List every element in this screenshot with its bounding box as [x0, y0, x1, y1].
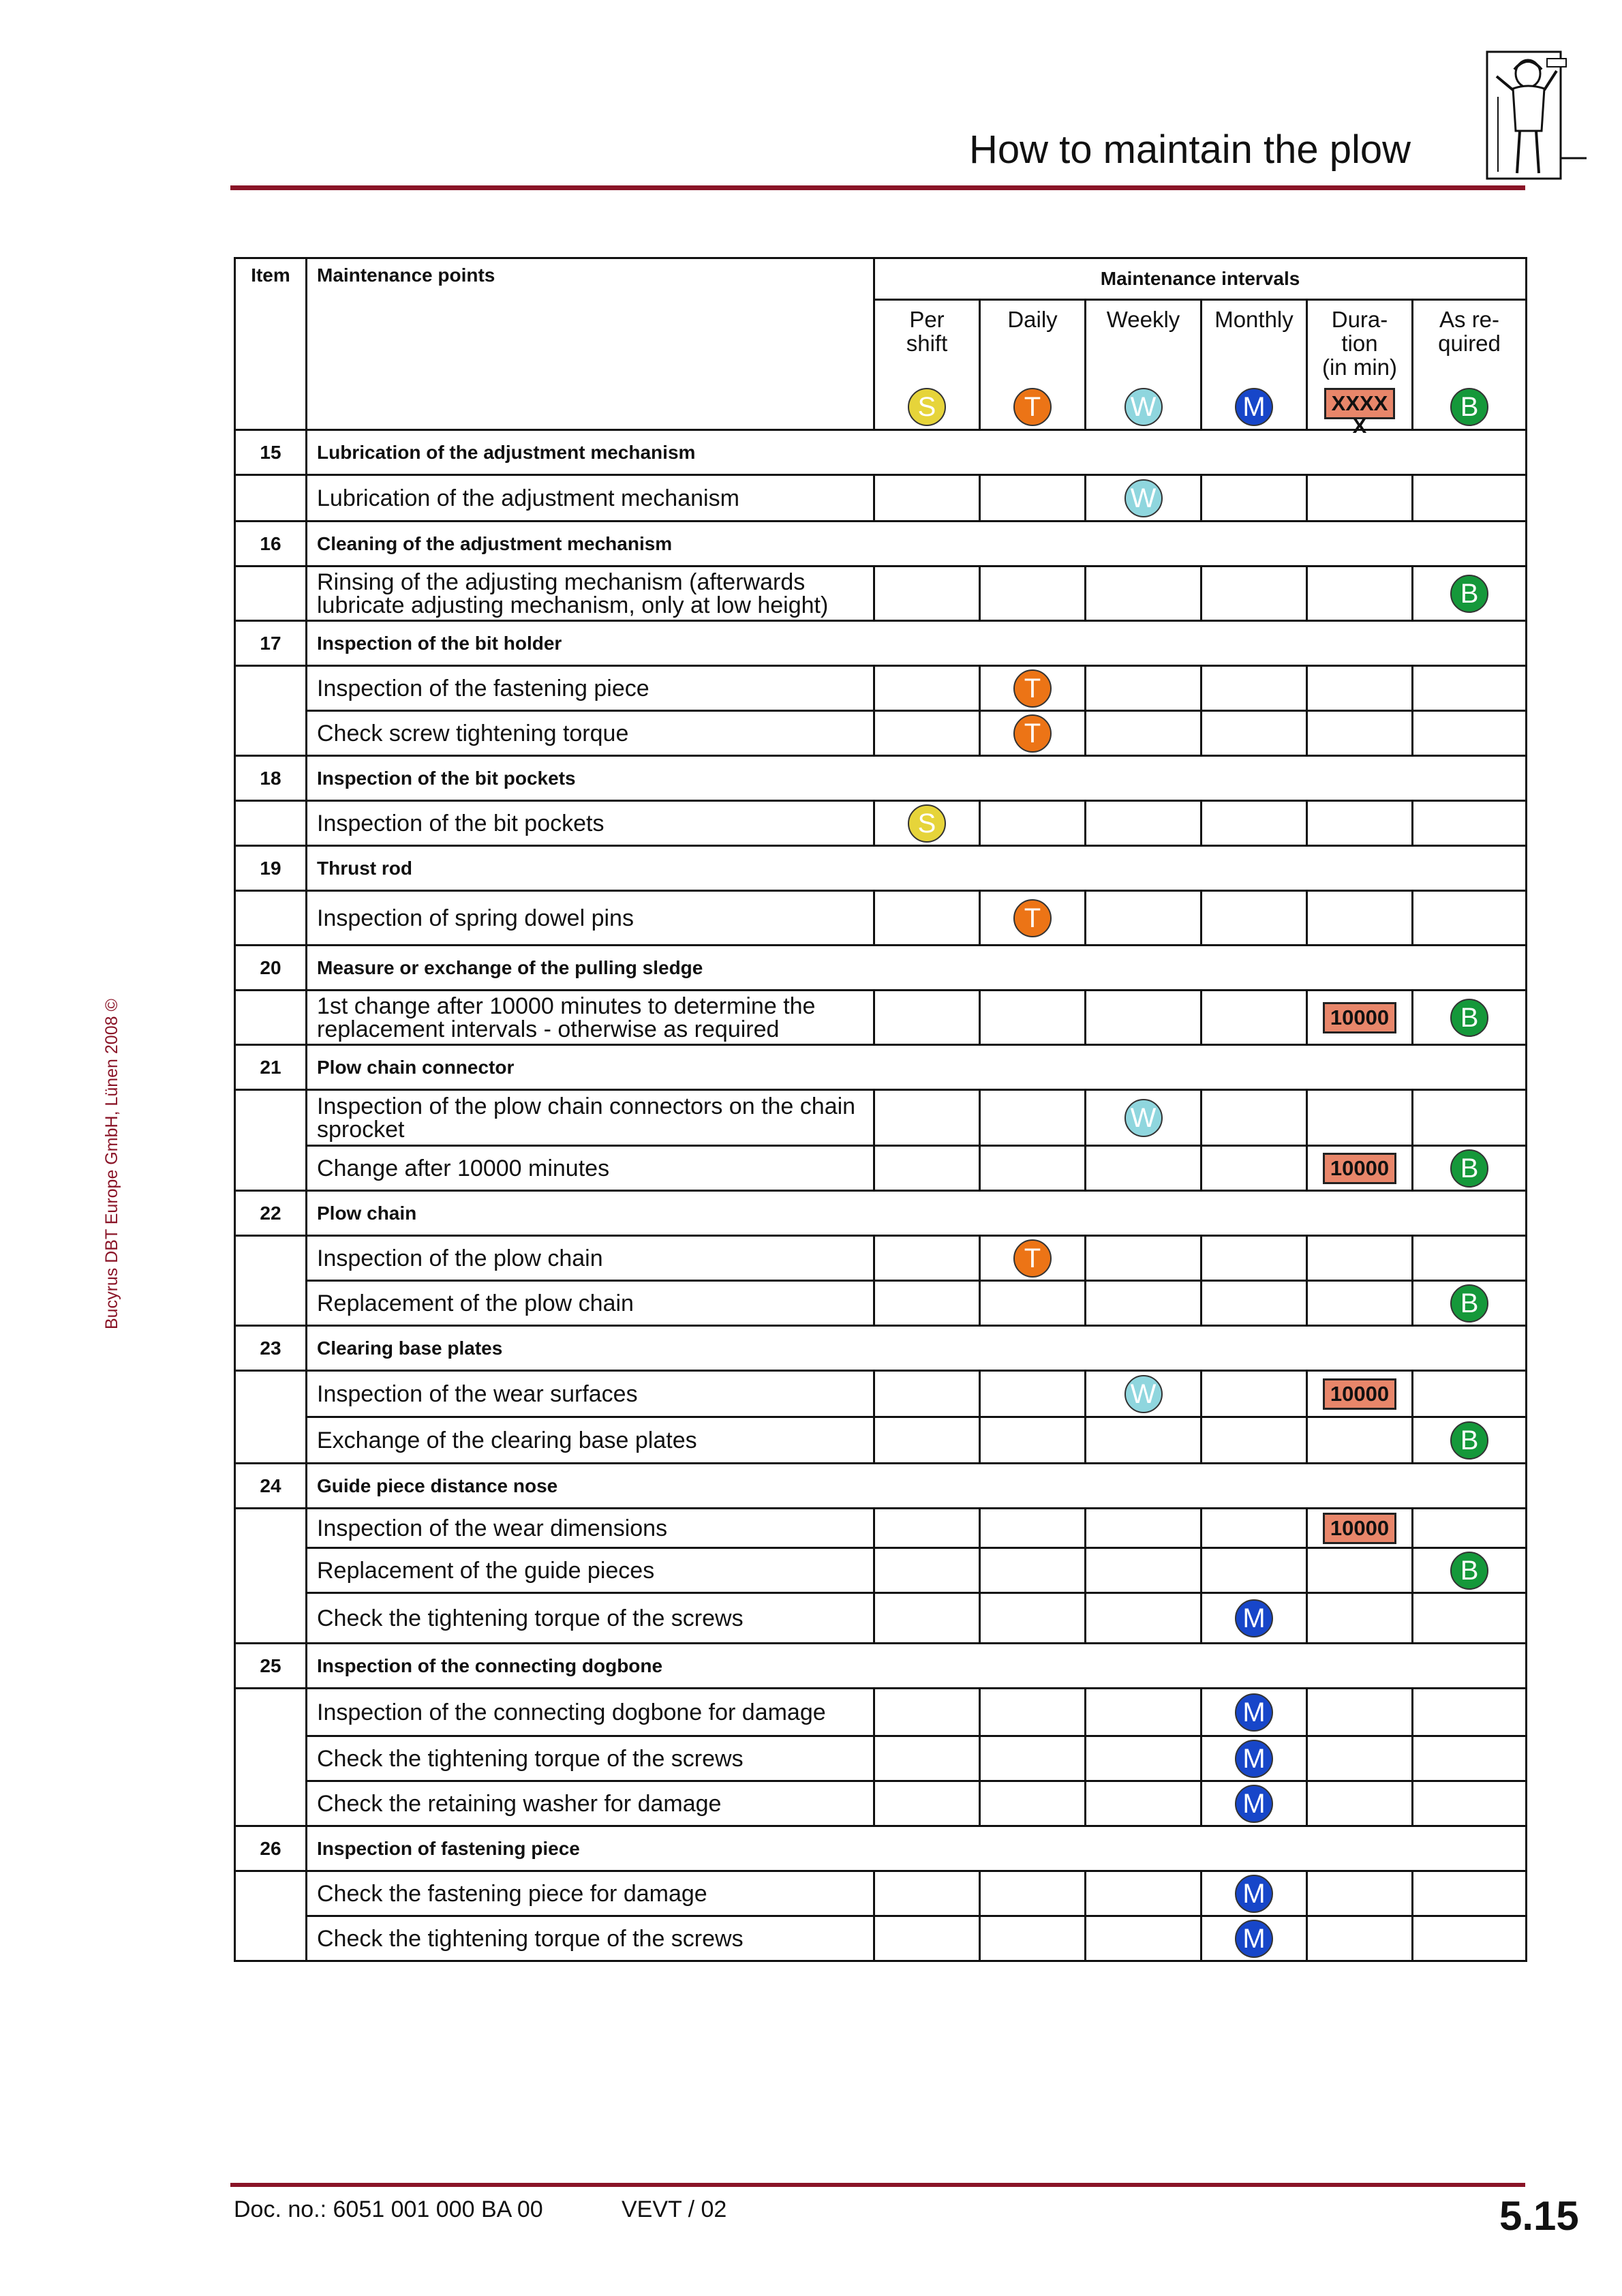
task-row [235, 567, 1527, 621]
interval-cell-weekly [1086, 567, 1202, 621]
interval-cell-daily [980, 1417, 1086, 1464]
interval-cell-duration [1307, 1090, 1413, 1146]
daily-symbol-icon: T [1013, 388, 1052, 426]
section-title: Cleaning of the adjustment mechanism [307, 522, 1527, 567]
item-number-blank [235, 1090, 307, 1191]
interval-cell-required [1413, 1916, 1527, 1961]
interval-cell-duration [1307, 1593, 1413, 1644]
interval-cell-weekly [1086, 1781, 1202, 1826]
interval-cell-per-shift [874, 1871, 980, 1916]
maintenance-point: Inspection of the wear dimensions [307, 1509, 874, 1548]
monthly-badge-icon: M [1235, 1693, 1273, 1732]
document-version: VEVT / 02 [622, 2196, 727, 2222]
section-title: Inspection of the bit holder [307, 621, 1527, 666]
interval-cell-duration [1307, 1689, 1413, 1736]
section-title: Inspection of the bit pockets [307, 756, 1527, 801]
interval-cell-per-shift [874, 1509, 980, 1548]
page-number: 5.15 [1499, 2193, 1579, 2239]
interval-cell-per-shift [874, 991, 980, 1045]
item-number: 26 [235, 1826, 307, 1871]
interval-cell-required [1413, 891, 1527, 946]
interval-cell-duration [1307, 711, 1413, 756]
monthly-badge-icon: M [1235, 1599, 1273, 1637]
header-as-required [1413, 300, 1527, 430]
interval-cell-duration [1307, 666, 1413, 711]
task-row [235, 711, 1527, 756]
task-row [235, 1871, 1527, 1916]
interval-cell-daily [980, 891, 1086, 946]
interval-cell-weekly [1086, 475, 1202, 522]
interval-cell-per-shift [874, 1781, 980, 1826]
per-shift-label-1: Per [909, 307, 945, 332]
maintenance-table-body [235, 430, 1527, 1961]
interval-cell-weekly [1086, 1593, 1202, 1644]
interval-cell-per-shift [874, 1236, 980, 1281]
header-monthly [1202, 300, 1307, 430]
section-title: Thrust rod [307, 846, 1527, 891]
document-number: Doc. no.: 6051 001 000 BA 00 [234, 2196, 543, 2222]
interval-cell-weekly [1086, 666, 1202, 711]
interval-cell-required [1413, 666, 1527, 711]
maintenance-point: 1st change after 10000 minutes to determine the replacement intervals - otherwise as required [307, 991, 874, 1045]
interval-cell-weekly [1086, 1689, 1202, 1736]
weekly-symbol-icon: W [1124, 388, 1163, 426]
interval-cell-required [1413, 1146, 1527, 1191]
interval-cell-duration [1307, 567, 1413, 621]
as-required-label-1: As re- [1439, 307, 1500, 332]
item-number: 17 [235, 621, 307, 666]
section-row [235, 1644, 1527, 1689]
as-required-label-2: quired [1438, 331, 1501, 356]
daily-label: Daily [1007, 307, 1058, 332]
interval-cell-required [1413, 567, 1527, 621]
interval-cell-required [1413, 1281, 1527, 1326]
interval-cell-duration [1307, 1236, 1413, 1281]
section-title: Inspection of the connecting dogbone [307, 1644, 1527, 1689]
header-maintenance-intervals: Maintenance intervals [874, 258, 1527, 300]
as-required-badge-icon: B [1450, 575, 1488, 613]
item-number: 15 [235, 430, 307, 475]
maintenance-point: Replacement of the guide pieces [307, 1548, 874, 1593]
header-item: Item [235, 258, 307, 430]
maintenance-point: Check screw tightening torque [307, 711, 874, 756]
as-required-badge-icon: B [1450, 1149, 1488, 1188]
item-number-blank [235, 475, 307, 522]
maintenance-point: Inspection of the wear surfaces [307, 1371, 874, 1417]
item-number-blank [235, 801, 307, 846]
section-row [235, 1045, 1527, 1090]
as-required-badge-icon: B [1450, 1552, 1488, 1590]
duration-label-1: Dura- [1331, 307, 1388, 332]
item-number-blank [235, 666, 307, 756]
maintenance-point: Check the fastening piece for damage [307, 1871, 874, 1916]
interval-cell-required [1413, 1371, 1527, 1417]
interval-cell-required [1413, 1736, 1527, 1781]
interval-cell-duration [1307, 991, 1413, 1045]
interval-cell-monthly [1202, 1509, 1307, 1548]
section-title: Lubrication of the adjustment mechanism [307, 430, 1527, 475]
task-row [235, 1371, 1527, 1417]
duration-symbol-x: X [1352, 414, 1367, 438]
task-row [235, 1736, 1527, 1781]
section-title: Inspection of fastening piece [307, 1826, 1527, 1871]
interval-cell-daily [980, 1371, 1086, 1417]
interval-cell-per-shift [874, 801, 980, 846]
interval-cell-required [1413, 1236, 1527, 1281]
item-number: 18 [235, 756, 307, 801]
interval-cell-required [1413, 475, 1527, 522]
interval-cell-weekly [1086, 1548, 1202, 1593]
task-row [235, 666, 1527, 711]
maintenance-point: Inspection of the connecting dogbone for damage [307, 1689, 874, 1736]
interval-cell-weekly [1086, 1371, 1202, 1417]
task-row [235, 1593, 1527, 1644]
section-row [235, 430, 1527, 475]
maintenance-point: Inspection of the plow chain connectors on the chain sprocket [307, 1090, 874, 1146]
item-number-blank [235, 891, 307, 946]
section-title: Guide piece distance nose [307, 1464, 1527, 1509]
maintenance-point: Check the tightening torque of the screws [307, 1736, 874, 1781]
interval-cell-required [1413, 711, 1527, 756]
monthly-symbol-icon: M [1235, 388, 1273, 426]
per-shift-label-2: shift [906, 331, 948, 356]
header-rule [230, 185, 1525, 190]
weekly-badge-icon: W [1124, 479, 1163, 517]
task-row [235, 1916, 1527, 1961]
weekly-badge-icon: W [1124, 1099, 1163, 1137]
weekly-label: Weekly [1106, 307, 1180, 332]
interval-cell-monthly [1202, 1281, 1307, 1326]
interval-cell-weekly [1086, 1236, 1202, 1281]
item-number-blank [235, 1689, 307, 1826]
page-title: How to maintain the plow [969, 127, 1411, 172]
task-row [235, 1781, 1527, 1826]
task-row [235, 1417, 1527, 1464]
daily-badge-icon: T [1013, 1239, 1052, 1278]
interval-cell-daily [980, 801, 1086, 846]
interval-cell-required [1413, 1548, 1527, 1593]
duration-value: 10000 [1323, 1002, 1396, 1033]
copyright-note: Bucyrus DBT Europe GmbH, Lünen 2008 © [102, 999, 121, 1329]
item-number: 21 [235, 1045, 307, 1090]
interval-cell-per-shift [874, 1916, 980, 1961]
header-daily [980, 300, 1086, 430]
item-number-blank [235, 1509, 307, 1644]
interval-cell-weekly [1086, 711, 1202, 756]
section-title: Plow chain connector [307, 1045, 1527, 1090]
interval-cell-monthly [1202, 1736, 1307, 1781]
item-number: 22 [235, 1191, 307, 1236]
interval-cell-weekly [1086, 1146, 1202, 1191]
interval-cell-required [1413, 1689, 1527, 1736]
task-row [235, 801, 1527, 846]
as-required-badge-icon: B [1450, 1284, 1488, 1323]
interval-cell-per-shift [874, 1548, 980, 1593]
interval-cell-per-shift [874, 1736, 980, 1781]
as-required-badge-icon: B [1450, 1421, 1488, 1460]
interval-cell-monthly [1202, 475, 1307, 522]
duration-value: 10000 [1323, 1378, 1396, 1410]
footer-rule [230, 2183, 1525, 2187]
interval-cell-duration [1307, 1281, 1413, 1326]
interval-cell-weekly [1086, 1916, 1202, 1961]
interval-cell-monthly [1202, 1417, 1307, 1464]
interval-cell-per-shift [874, 1090, 980, 1146]
interval-cell-per-shift [874, 711, 980, 756]
maintenance-point: Inspection of the fastening piece [307, 666, 874, 711]
task-row [235, 1548, 1527, 1593]
section-row [235, 522, 1527, 567]
section-row [235, 756, 1527, 801]
interval-cell-duration [1307, 1916, 1413, 1961]
task-row [235, 1689, 1527, 1736]
interval-cell-daily [980, 1736, 1086, 1781]
task-row [235, 891, 1527, 946]
item-number: 20 [235, 946, 307, 991]
weekly-badge-icon: W [1124, 1375, 1163, 1413]
monthly-badge-icon: M [1235, 1875, 1273, 1913]
interval-cell-monthly [1202, 1871, 1307, 1916]
interval-cell-daily [980, 1548, 1086, 1593]
interval-cell-per-shift [874, 1281, 980, 1326]
duration-value: 10000 [1323, 1153, 1396, 1184]
section-title: Clearing base plates [307, 1326, 1527, 1371]
item-number-blank [235, 1871, 307, 1961]
section-title: Measure or exchange of the pulling sledge [307, 946, 1527, 991]
interval-cell-per-shift [874, 1146, 980, 1191]
maintenance-point: Inspection of the bit pockets [307, 801, 874, 846]
task-row [235, 1509, 1527, 1548]
maintenance-point: Exchange of the clearing base plates [307, 1417, 874, 1464]
interval-cell-monthly [1202, 891, 1307, 946]
task-row [235, 991, 1527, 1045]
interval-cell-daily [980, 475, 1086, 522]
interval-cell-weekly [1086, 1871, 1202, 1916]
interval-cell-monthly [1202, 711, 1307, 756]
interval-cell-required [1413, 991, 1527, 1045]
duration-label-2: tion [1341, 331, 1378, 356]
interval-cell-monthly [1202, 1916, 1307, 1961]
interval-cell-daily [980, 1281, 1086, 1326]
item-number: 23 [235, 1326, 307, 1371]
interval-cell-daily [980, 711, 1086, 756]
interval-cell-monthly [1202, 1236, 1307, 1281]
item-number: 24 [235, 1464, 307, 1509]
interval-cell-duration [1307, 891, 1413, 946]
interval-cell-monthly [1202, 991, 1307, 1045]
item-number-blank [235, 1236, 307, 1326]
section-row [235, 1326, 1527, 1371]
daily-badge-icon: T [1013, 899, 1052, 937]
maintenance-point: Inspection of spring dowel pins [307, 891, 874, 946]
interval-cell-per-shift [874, 1371, 980, 1417]
daily-badge-icon: T [1013, 669, 1052, 708]
interval-cell-duration [1307, 1736, 1413, 1781]
interval-cell-duration [1307, 475, 1413, 522]
interval-cell-monthly [1202, 1548, 1307, 1593]
interval-cell-daily [980, 1916, 1086, 1961]
item-number: 16 [235, 522, 307, 567]
daily-badge-icon: T [1013, 714, 1052, 753]
task-row [235, 1281, 1527, 1326]
interval-cell-required [1413, 1781, 1527, 1826]
monthly-label: Monthly [1214, 307, 1294, 332]
interval-cell-daily [980, 991, 1086, 1045]
interval-cell-monthly [1202, 1781, 1307, 1826]
section-row [235, 1826, 1527, 1871]
interval-cell-monthly [1202, 1146, 1307, 1191]
interval-cell-daily [980, 1781, 1086, 1826]
interval-cell-monthly [1202, 1371, 1307, 1417]
header-weekly [1086, 300, 1202, 430]
interval-cell-daily [980, 1871, 1086, 1916]
interval-cell-daily [980, 1146, 1086, 1191]
task-row [235, 1090, 1527, 1146]
section-row [235, 946, 1527, 991]
interval-cell-weekly [1086, 991, 1202, 1045]
as-required-symbol-icon: B [1450, 388, 1488, 426]
interval-cell-per-shift [874, 475, 980, 522]
maintenance-table [234, 257, 1527, 1962]
interval-cell-duration [1307, 1781, 1413, 1826]
shift-symbol-icon: S [908, 388, 946, 426]
worker-figure-icon [1486, 49, 1588, 185]
interval-cell-required [1413, 1417, 1527, 1464]
interval-cell-weekly [1086, 1736, 1202, 1781]
interval-cell-per-shift [874, 1417, 980, 1464]
interval-cell-required [1413, 801, 1527, 846]
maintenance-point: Check the tightening torque of the screws [307, 1593, 874, 1644]
interval-cell-required [1413, 1593, 1527, 1644]
interval-cell-duration [1307, 1417, 1413, 1464]
maintenance-point: Check the retaining washer for damage [307, 1781, 874, 1826]
interval-cell-weekly [1086, 1090, 1202, 1146]
interval-cell-per-shift [874, 1689, 980, 1736]
interval-cell-weekly [1086, 1417, 1202, 1464]
interval-cell-monthly [1202, 1689, 1307, 1736]
interval-cell-duration [1307, 1871, 1413, 1916]
item-number-blank [235, 991, 307, 1045]
duration-symbol-box: XXXX [1324, 388, 1396, 419]
interval-cell-duration [1307, 801, 1413, 846]
interval-cell-duration [1307, 1509, 1413, 1548]
interval-cell-weekly [1086, 801, 1202, 846]
shift-badge-icon: S [908, 804, 946, 843]
interval-cell-duration [1307, 1371, 1413, 1417]
maintenance-point: Change after 10000 minutes [307, 1146, 874, 1191]
header-duration [1307, 300, 1413, 438]
interval-cell-monthly [1202, 1090, 1307, 1146]
interval-cell-daily [980, 1593, 1086, 1644]
duration-value: 10000 [1323, 1513, 1396, 1544]
section-row [235, 1464, 1527, 1509]
interval-cell-duration [1307, 1548, 1413, 1593]
maintenance-point: Check the tightening torque of the screws [307, 1916, 874, 1961]
interval-cell-required [1413, 1871, 1527, 1916]
interval-cell-daily [980, 666, 1086, 711]
interval-cell-per-shift [874, 891, 980, 946]
interval-cell-weekly [1086, 891, 1202, 946]
item-number-blank [235, 1371, 307, 1464]
interval-cell-monthly [1202, 567, 1307, 621]
maintenance-point: Replacement of the plow chain [307, 1281, 874, 1326]
section-title: Plow chain [307, 1191, 1527, 1236]
as-required-badge-icon: B [1450, 999, 1488, 1037]
interval-cell-required [1413, 1090, 1527, 1146]
header-maintenance-points: Maintenance points [307, 258, 874, 430]
maintenance-point: Lubrication of the adjustment mechanism [307, 475, 874, 522]
duration-symbol [1324, 388, 1396, 438]
item-number-blank [235, 567, 307, 621]
interval-cell-per-shift [874, 666, 980, 711]
maintenance-point: Inspection of the plow chain [307, 1236, 874, 1281]
interval-cell-daily [980, 1236, 1086, 1281]
interval-cell-required [1413, 1509, 1527, 1548]
interval-cell-daily [980, 1689, 1086, 1736]
interval-cell-daily [980, 1509, 1086, 1548]
duration-label-3: (in min) [1321, 354, 1397, 380]
interval-cell-daily [980, 1090, 1086, 1146]
task-row [235, 1236, 1527, 1281]
interval-cell-monthly [1202, 801, 1307, 846]
monthly-badge-icon: M [1235, 1740, 1273, 1778]
item-number: 19 [235, 846, 307, 891]
header-per-shift [874, 300, 980, 430]
monthly-badge-icon: M [1235, 1920, 1273, 1958]
item-number: 25 [235, 1644, 307, 1689]
interval-cell-daily [980, 567, 1086, 621]
section-row [235, 846, 1527, 891]
interval-cell-duration [1307, 1146, 1413, 1191]
interval-cell-weekly [1086, 1281, 1202, 1326]
monthly-badge-icon: M [1235, 1785, 1273, 1823]
task-row [235, 475, 1527, 522]
interval-cell-per-shift [874, 1593, 980, 1644]
maintenance-point: Rinsing of the adjusting mechanism (afterwards lubricate adjusting mechanism, only at low height) [307, 567, 874, 621]
interval-cell-monthly [1202, 666, 1307, 711]
interval-cell-per-shift [874, 567, 980, 621]
section-row [235, 1191, 1527, 1236]
interval-cell-weekly [1086, 1509, 1202, 1548]
interval-cell-monthly [1202, 1593, 1307, 1644]
section-row [235, 621, 1527, 666]
task-row [235, 1146, 1527, 1191]
